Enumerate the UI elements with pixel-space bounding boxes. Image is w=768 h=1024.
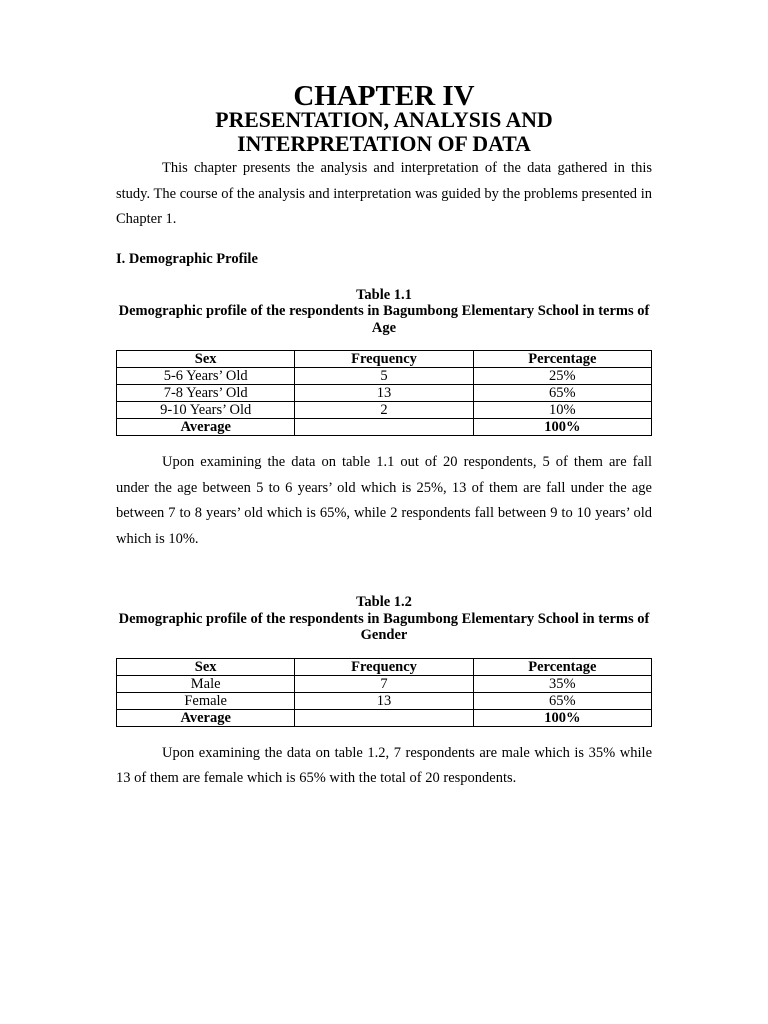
chapter-subtitle: PRESENTATION, ANALYSIS AND INTERPRETATION OF DATA — [215, 108, 553, 156]
table-cell: 13 — [295, 692, 473, 709]
table-average-row — [117, 419, 652, 436]
table-header-row — [117, 658, 652, 675]
table1-age — [116, 350, 652, 436]
section-heading: I. Demographic Profile — [116, 250, 258, 267]
column-header-frequency: Frequency — [295, 351, 473, 368]
table-cell: 9-10 Years’ Old — [117, 402, 295, 419]
table-cell: 65% — [473, 692, 651, 709]
table-cell: Female — [117, 692, 295, 709]
table2-caption: Demographic profile of the respondents in Bagumbong Elementary School in terms of Gender — [118, 610, 650, 643]
column-header-percentage: Percentage — [473, 351, 651, 368]
table-cell: Male — [117, 675, 295, 692]
average-percentage: 100% — [473, 419, 651, 436]
table-cell: 13 — [295, 385, 473, 402]
table-header-row — [117, 351, 652, 368]
table-cell: 7-8 Years’ Old — [117, 385, 295, 402]
table-cell: 5-6 Years’ Old — [117, 368, 295, 385]
table-cell: 65% — [473, 385, 651, 402]
table1-interpretation: Upon examining the data on table 1.1 out of 20 respondents, 5 of them are fall under the age between 5 to 6 years’ old which is 25%, 13 of them are fall under the age between 7 to 8 years’ old which is 65%, while 2 respondents fall between 9 to 10 years’ old which is 10%. — [116, 454, 652, 547]
table-row — [117, 692, 652, 709]
intro-paragraph: This chapter presents the analysis and interpretation of the data gathered in this study. The course of the analysis and interpretation was guided by the problems presented in Chapter 1. — [116, 160, 652, 227]
column-header-percentage: Percentage — [473, 658, 651, 675]
column-header-frequency: Frequency — [295, 658, 473, 675]
table-cell: 7 — [295, 675, 473, 692]
table-average-row — [117, 709, 652, 726]
table2-gender — [116, 658, 652, 727]
table-cell: 2 — [295, 402, 473, 419]
table-row — [117, 368, 652, 385]
column-header-sex: Sex — [117, 658, 295, 675]
table-cell: 35% — [473, 675, 651, 692]
table2-interpretation: Upon examining the data on table 1.2, 7 respondents are male which is 35% while 13 of them are female which is 65% with the total of 20 respondents. — [116, 744, 652, 786]
average-frequency — [295, 419, 473, 436]
table1-caption: Demographic profile of the respondents in Bagumbong Elementary School in terms of Age — [118, 303, 650, 336]
table-cell: 10% — [473, 402, 651, 419]
table-cell: 5 — [295, 368, 473, 385]
table-cell: 25% — [473, 368, 651, 385]
average-frequency — [295, 709, 473, 726]
table-row — [117, 402, 652, 419]
column-header-sex: Sex — [117, 351, 295, 368]
chapter-title: CHAPTER IV — [293, 80, 475, 112]
table-row — [117, 675, 652, 692]
average-label: Average — [117, 419, 295, 436]
table-row — [117, 385, 652, 402]
table1-label: Table 1.1 — [356, 286, 412, 303]
average-label: Average — [117, 709, 295, 726]
document-page — [116, 80, 652, 792]
table2-label: Table 1.2 — [356, 594, 412, 610]
average-percentage: 100% — [473, 709, 651, 726]
